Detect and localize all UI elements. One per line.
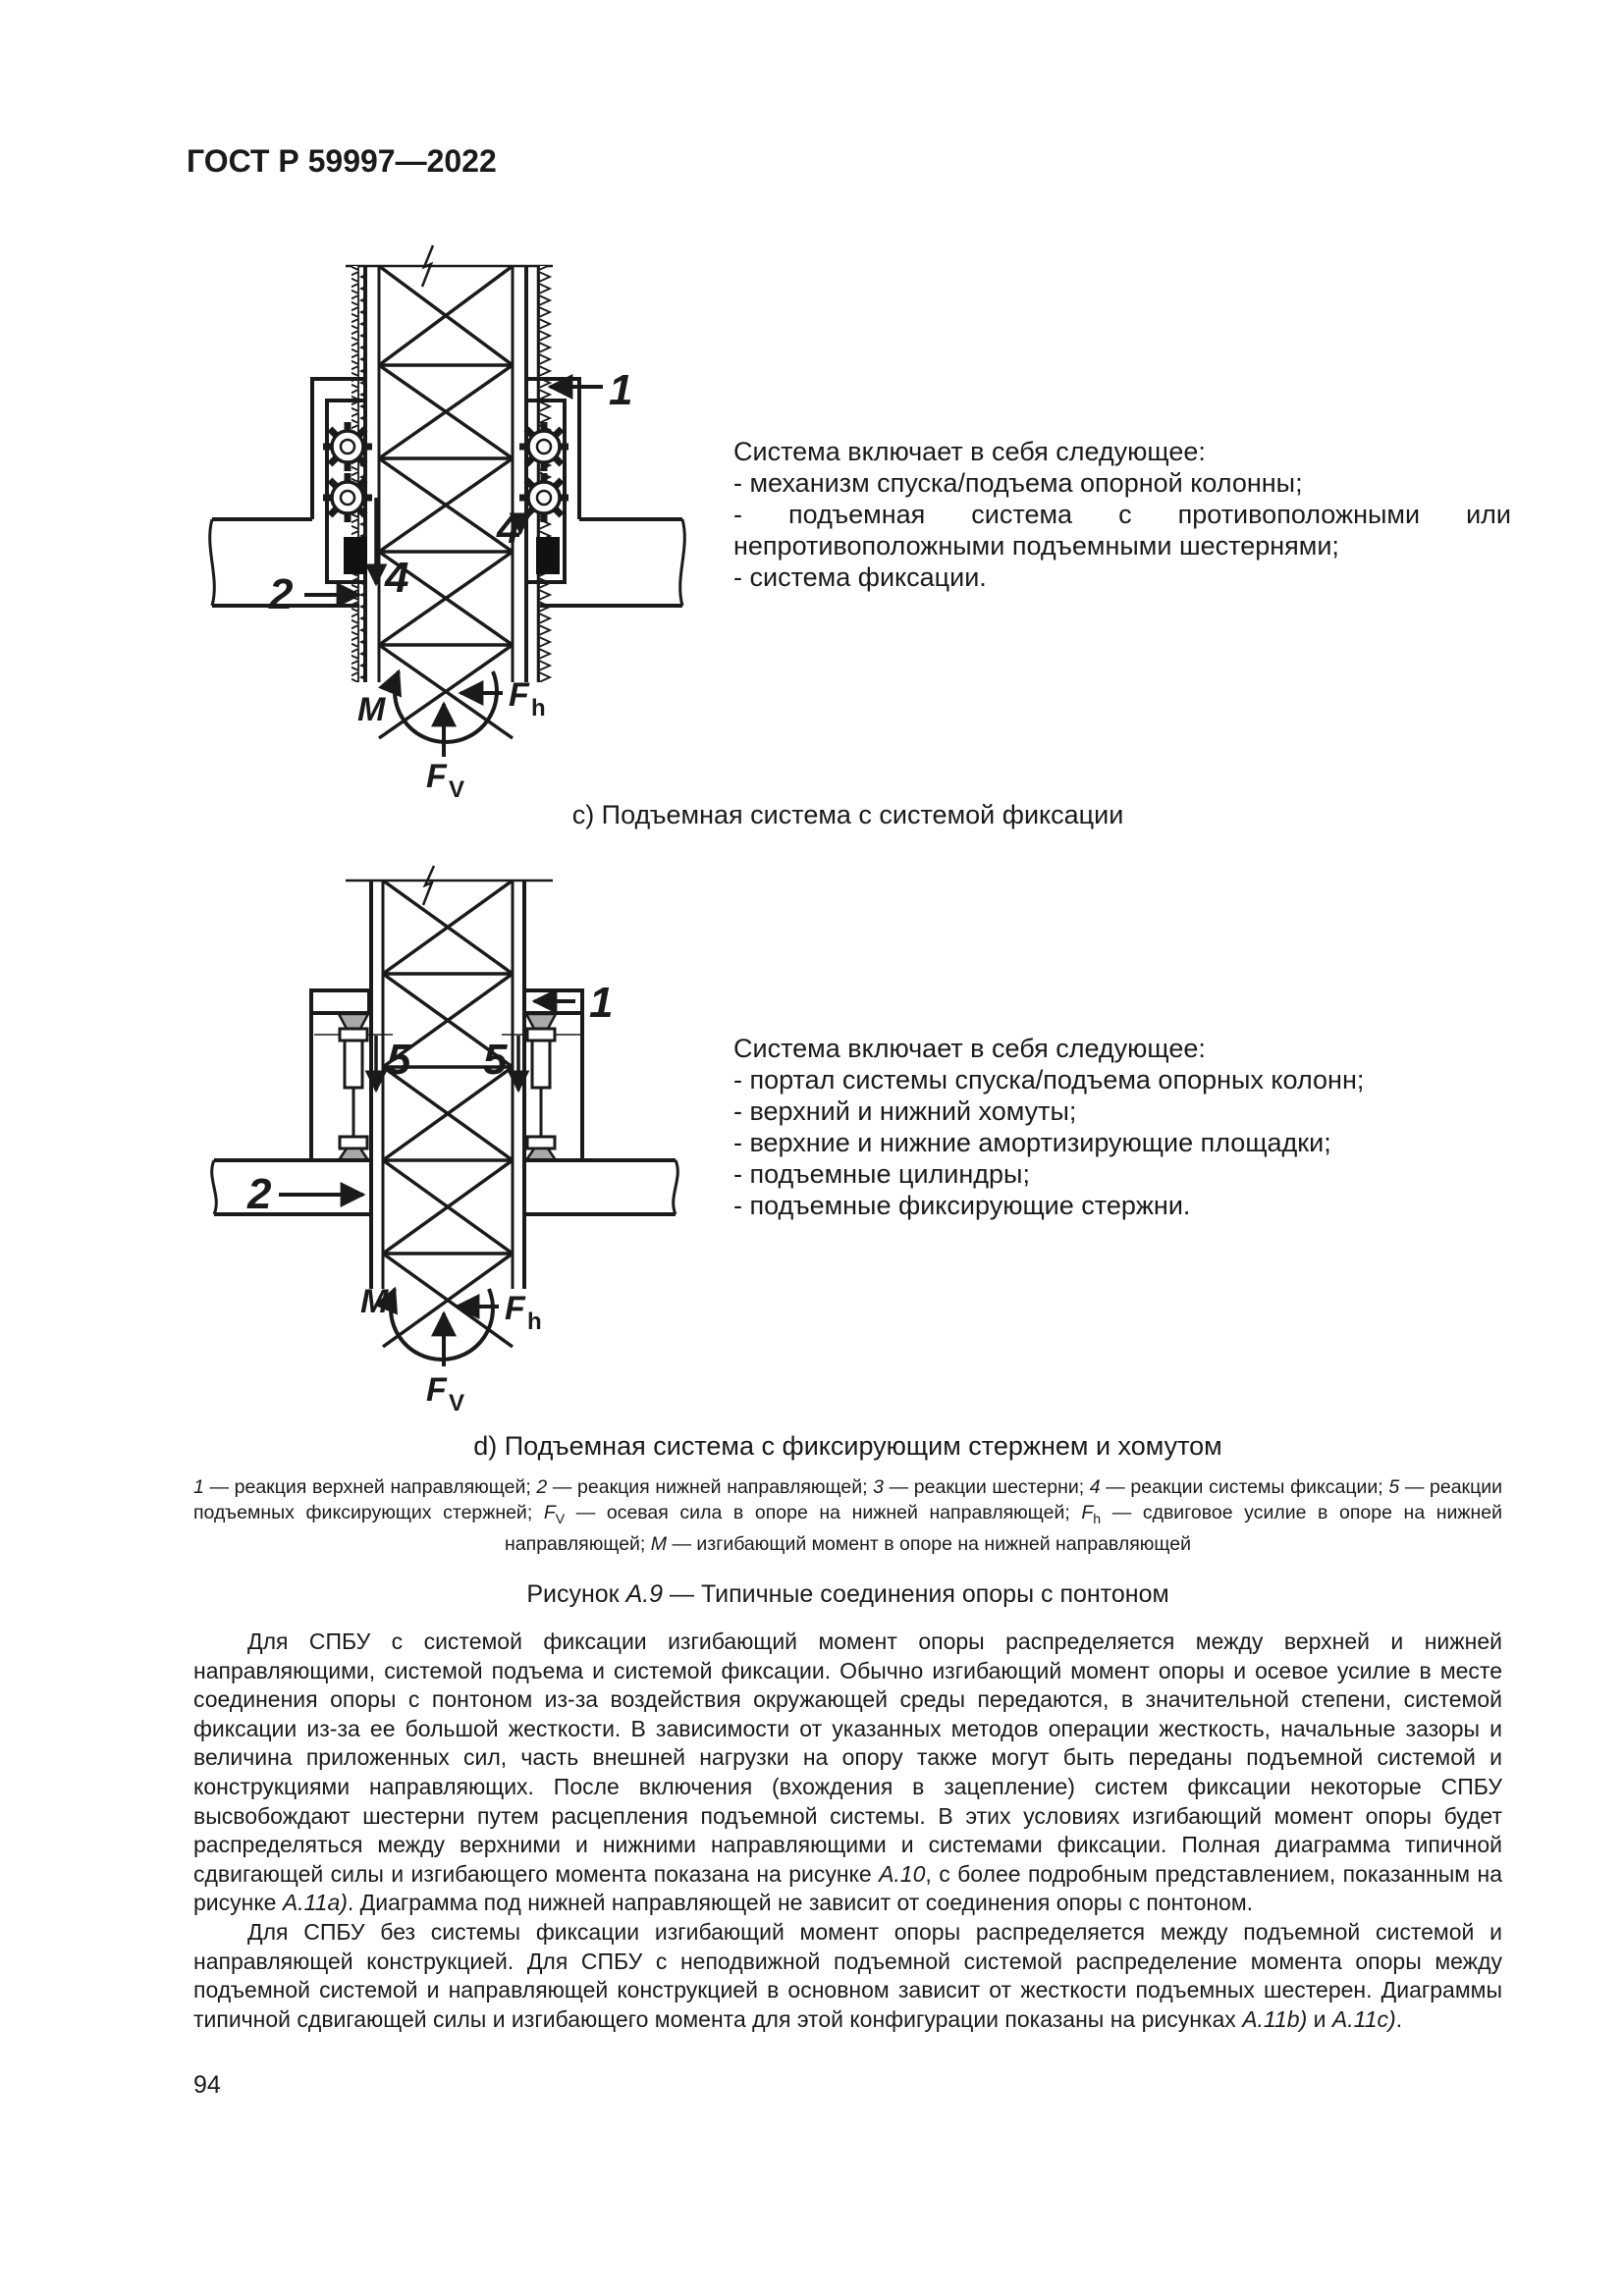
label-pin-reaction-left: 5: [387, 1036, 411, 1084]
description-item: - портал системы спуска/подъема опорных колонн;: [733, 1065, 1365, 1095]
figure-d-description: [733, 1033, 1511, 1221]
label-fixation-reaction-left: 4: [385, 554, 409, 602]
break-symbol-icon: [422, 245, 433, 287]
clamp-cylinder-assembly-left: [314, 1014, 393, 1160]
paragraph: Для СПБУ без системы фиксации изгибающий момент опоры распределяется между подъемной системой и направляющей конструкцией. Для СПБУ с неподвижной подъемной системой распределение момента опоры между подъемной системой и направляющей конструкцией в основном зависит от жесткости подъемных шестерен. Диаграммы типичной сдвигающей силы и изгибающего момента для этой конфигурации показаны на рисунках А.11b) и А.11с).: [193, 1918, 1502, 2032]
label-shear-force: F: [509, 676, 529, 714]
description-intro: Система включает в себя следующее:: [733, 1034, 1206, 1063]
description-item: - система фиксации.: [733, 562, 987, 592]
figure-d-jacking-system-with-pin-and-clamp-diagram: [167, 864, 776, 1453]
label-upper-guide-reaction: 1: [589, 979, 614, 1027]
description-item: - подъемные фиксирующие стержни.: [733, 1191, 1191, 1220]
label-bending-moment: M: [357, 691, 386, 728]
label-fixation-reaction-right: 4: [497, 505, 521, 553]
page-number: 94: [193, 2071, 221, 2099]
label-axial-force-subscript: V: [449, 1390, 465, 1416]
label-shear-force-subscript: h: [531, 695, 546, 721]
label-bending-moment: M: [360, 1283, 389, 1320]
label-lower-guide-reaction: 2: [269, 570, 294, 618]
leg-chords-and-racks: [352, 266, 552, 682]
description-intro: Система включает в себя следующее:: [733, 437, 1206, 466]
description-item: - механизм спуска/подъема опорной колонны;: [733, 468, 1303, 498]
label-shear-force: F: [505, 1290, 525, 1327]
leg-lattice-bracing: [383, 881, 513, 1347]
break-symbol-icon: [423, 866, 434, 905]
leg-chords: [371, 881, 524, 1289]
figure-c-description: [733, 436, 1511, 593]
body-text: [193, 1628, 1502, 2034]
label-pin-reaction-right: 5: [483, 1036, 508, 1084]
description-item: - верхний и нижний хомуты;: [733, 1096, 1077, 1126]
paragraph: Для СПБУ с системой фиксации изгибающий момент опоры распределяется между верхней и нижней направляющими, системой подъема и системой фиксации. Обычно изгибающий момент опоры и осевое усилие в месте соединения опоры с понтоном из-за воздействия окружающей среды передаются, в значительной степени, системой фиксации из-за ее большой жесткости. В зависимости от указанных методов операции жесткость, начальные зазоры и величина приложенных сил, часть внешней нагрузки на опору также могут быть переданы подъемной системой и конструкциями направляющих. После включения (вхождения в зацепление) систем фиксации некоторые СПБУ высвобождают шестерни путем расцепления подъемной системы. В этих условиях изгибающий момент опоры будет распределяться между верхними и нижними направляющими и системами фиксации. Полная диаграмма типичной сдвигающей силы и изгибающего момента показана на рисунке А.10, с более подробным представлением, показанным на рисунке А.11а). Диаграмма под нижней направляющей не зависит от соединения опоры с понтоном.: [193, 1629, 1502, 1916]
description-item: - подъемные цилиндры;: [733, 1159, 1030, 1189]
fixation-block-left: [344, 537, 367, 574]
label-lower-guide-reaction: 2: [247, 1170, 272, 1218]
leg-lattice-bracing: [379, 266, 513, 738]
label-upper-guide-reaction: 1: [609, 366, 633, 414]
figure-d-caption: d) Подъемная система с фиксирующим стержнем и хомутом: [473, 1431, 1222, 1461]
label-axial-force: F: [426, 758, 447, 795]
document-number-header: ГОСТ Р 59997—2022: [187, 143, 497, 179]
description-item: - верхние и нижние амортизирующие площадки;: [733, 1128, 1331, 1157]
label-axial-force: F: [426, 1371, 447, 1409]
figure-title: Рисунок А.9 — Типичные соединения опоры с понтоном: [526, 1580, 1169, 1608]
description-item: - подъемная система с противоположными или непротивоположными подъемными шестернями;: [733, 500, 1511, 561]
figure-c-caption: c) Подъемная система с системой фиксации: [571, 800, 1124, 829]
left-rack-teeth: [352, 266, 365, 682]
label-axial-force-subscript: V: [449, 776, 465, 803]
figure-legend: 1 — реакция верхней направляющей; 2 — реакция нижней направляющей; 3 — реакции шестерни; 4 — реакции системы фиксации; 5 — реакции подъемных фиксирующих стержней; $F_V$ — осевая сила в опоре на нижней направляющей; $F_h$ — сдвиговое усилие в опоре на нижней направляющей; M — изгибающий момент в опоре на нижней направляющей: [193, 1476, 1503, 1555]
fixation-block-right: [536, 537, 560, 574]
figure-c-jacking-system-with-fixation-diagram: [167, 236, 776, 825]
label-shear-force-subscript: h: [527, 1308, 542, 1335]
